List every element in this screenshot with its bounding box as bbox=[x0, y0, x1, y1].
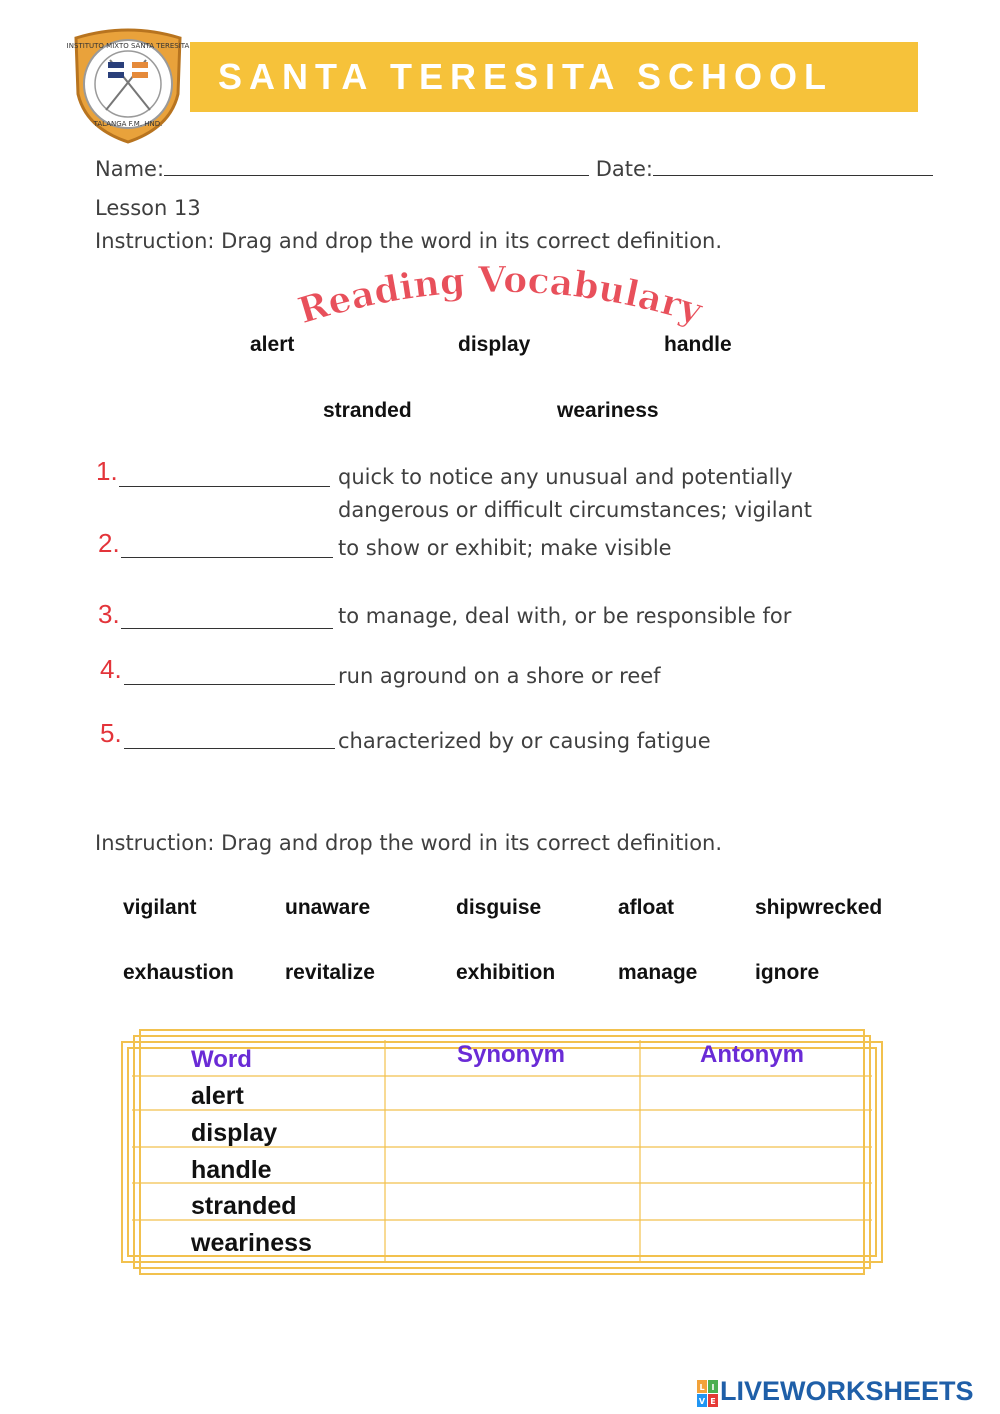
svg-text:V: V bbox=[698, 1397, 706, 1406]
word-chip-exhaustion[interactable]: exhaustion bbox=[123, 961, 234, 984]
answer-blank-2[interactable] bbox=[121, 557, 333, 558]
word-chip-alert[interactable]: alert bbox=[250, 333, 295, 356]
lesson-label: Lesson 13 bbox=[95, 196, 201, 220]
definition-text: dangerous or difficult circumstances; vigilant bbox=[338, 498, 812, 522]
synonym-cell-3[interactable] bbox=[388, 1150, 638, 1184]
word-chip-vigilant[interactable]: vigilant bbox=[123, 896, 197, 919]
answer-blank-4[interactable] bbox=[124, 684, 335, 685]
definition-text: to manage, deal with, or be responsible for bbox=[338, 604, 792, 628]
name-date-line bbox=[95, 157, 933, 181]
svg-text:Reading Vocabulary: Reading Vocabulary bbox=[293, 262, 707, 333]
antonym-cell-4[interactable] bbox=[643, 1187, 868, 1221]
answer-blank-3[interactable] bbox=[121, 628, 333, 629]
antonym-cell-1[interactable] bbox=[643, 1078, 868, 1112]
word-chip-handle[interactable]: handle bbox=[664, 333, 732, 356]
liveworksheets-icon bbox=[697, 1380, 719, 1408]
svg-text:INSTITUTO MIXTO SANTA TERESITA: INSTITUTO MIXTO SANTA TERESITA bbox=[66, 42, 190, 50]
column-header-word: Word bbox=[191, 1046, 252, 1073]
antonym-cell-2[interactable] bbox=[643, 1114, 868, 1148]
definition-text: to show or exhibit; make visible bbox=[338, 536, 672, 560]
synonym-cell-1[interactable] bbox=[388, 1078, 638, 1112]
definition-text: run aground on a shore or reef bbox=[338, 664, 661, 688]
antonym-cell-5[interactable] bbox=[643, 1223, 868, 1257]
table-row-word: display bbox=[191, 1119, 278, 1147]
column-header-antonym: Antonym bbox=[700, 1041, 804, 1068]
answer-blank-1[interactable] bbox=[119, 486, 330, 487]
svg-text:E: E bbox=[710, 1397, 716, 1406]
word-chip-shipwrecked[interactable]: shipwrecked bbox=[755, 896, 883, 919]
table-row-word: weariness bbox=[191, 1229, 312, 1257]
table-row-word: stranded bbox=[191, 1192, 297, 1220]
definition-number: 5. bbox=[100, 718, 122, 748]
column-header-synonym: Synonym bbox=[457, 1041, 566, 1068]
school-crest-logo bbox=[66, 24, 190, 144]
synonym-cell-2[interactable] bbox=[388, 1114, 638, 1148]
synonym-cell-4[interactable] bbox=[388, 1187, 638, 1221]
definition-number: 4. bbox=[100, 654, 122, 684]
svg-text:TALANGA F.M. HND.: TALANGA F.M. HND. bbox=[93, 120, 163, 128]
liveworksheets-brand[interactable]: LIVEWORKSHEETS bbox=[720, 1376, 974, 1406]
word-chip-stranded[interactable]: stranded bbox=[323, 399, 412, 422]
answer-blank-5[interactable] bbox=[124, 748, 335, 749]
definition-text: characterized by or causing fatigue bbox=[338, 729, 711, 753]
word-chip-revitalize[interactable]: revitalize bbox=[285, 961, 375, 984]
name-field[interactable] bbox=[164, 175, 589, 176]
instruction-2: Instruction: Drag and drop the word in its correct definition. bbox=[95, 831, 723, 855]
svg-text:L: L bbox=[699, 1383, 705, 1392]
definition-number: 2. bbox=[98, 528, 120, 558]
word-chip-weariness[interactable]: weariness bbox=[557, 399, 659, 422]
date-field[interactable] bbox=[653, 175, 933, 176]
reading-vocabulary-title bbox=[280, 262, 720, 342]
table-row-word: alert bbox=[191, 1082, 244, 1110]
antonym-cell-3[interactable] bbox=[643, 1150, 868, 1184]
school-name: SANTA TERESITA SCHOOL bbox=[218, 56, 833, 97]
word-chip-afloat[interactable]: afloat bbox=[618, 896, 675, 919]
word-chip-manage[interactable]: manage bbox=[618, 961, 698, 984]
date-label: Date: bbox=[595, 157, 653, 181]
definition-text: quick to notice any unusual and potentially bbox=[338, 465, 793, 489]
synonym-cell-5[interactable] bbox=[388, 1223, 638, 1257]
word-chip-unaware[interactable]: unaware bbox=[285, 896, 371, 919]
word-chip-ignore[interactable]: ignore bbox=[755, 961, 820, 984]
definition-number: 3. bbox=[98, 599, 120, 629]
word-chip-disguise[interactable]: disguise bbox=[456, 896, 542, 919]
word-chip-display[interactable]: display bbox=[458, 333, 531, 356]
definition-number: 1. bbox=[96, 456, 118, 486]
svg-text:I: I bbox=[711, 1383, 715, 1392]
name-label: Name: bbox=[95, 157, 165, 181]
instruction-1: Instruction: Drag and drop the word in its correct definition. bbox=[95, 229, 723, 253]
word-chip-exhibition[interactable]: exhibition bbox=[456, 961, 556, 984]
table-row-word: handle bbox=[191, 1156, 272, 1184]
